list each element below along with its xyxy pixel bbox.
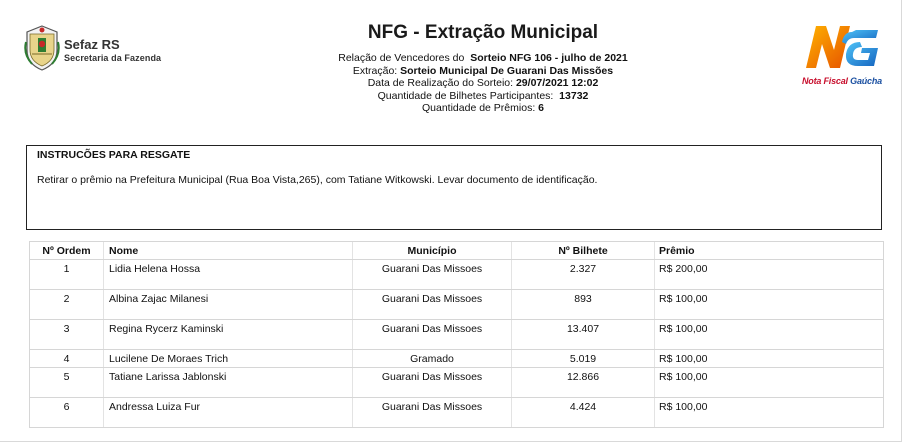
instructions-text: Retirar o prêmio na Prefeitura Municipal (Rua Boa Vista,265), com Tatiane Witkowski. Levar documento de identificação.	[37, 174, 598, 186]
cell-premio: R$ 200,00	[655, 260, 884, 290]
cell-municipio: Guarani Das Missoes	[353, 260, 512, 290]
cell-nome: Regina Rycerz Kaminski	[104, 320, 353, 350]
col-header-ordem: Nº Ordem	[30, 242, 104, 260]
cell-nome: Lidia Helena Hossa	[104, 260, 353, 290]
cell-bilhete: 13.407	[512, 320, 655, 350]
nfg-caption-1: Nota Fiscal	[802, 76, 848, 86]
table-row	[30, 260, 884, 290]
cell-municipio: Guarani Das Missoes	[353, 320, 512, 350]
relacao-line	[0, 52, 903, 65]
cell-ordem: 5	[30, 368, 104, 398]
relacao-value: Sorteio NFG 106 - julho de 2021	[470, 52, 628, 64]
extracao-value: Sorteio Municipal De Guarani Das Missões	[400, 64, 614, 77]
premios-value: 6	[538, 102, 544, 114]
cell-municipio: Gramado	[353, 350, 512, 368]
nfg-logo	[800, 20, 885, 88]
nfg-mark-icon	[800, 20, 884, 74]
bilhetes-line	[0, 90, 903, 103]
bilhetes-value: 13732	[559, 89, 589, 102]
table-row	[30, 320, 884, 350]
col-header-bilhete: Nº Bilhete	[512, 242, 655, 260]
data-value: 29/07/2021 12:02	[515, 77, 599, 89]
cell-premio: R$ 100,00	[655, 320, 884, 350]
cell-bilhete: 5.019	[512, 350, 655, 368]
instructions-title: INSTRUCÕES PARA RESGATE	[37, 149, 191, 161]
cell-nome: Tatiane Larissa Jablonski	[104, 368, 353, 398]
cell-ordem: 4	[30, 350, 104, 368]
col-header-municipio: Município	[353, 242, 512, 260]
cell-municipio: Guarani Das Missoes	[353, 398, 512, 428]
cell-bilhete: 2.327	[512, 260, 655, 290]
org-name: Sefaz RS	[64, 37, 120, 52]
col-header-premio: Prêmio	[655, 242, 884, 260]
data-line	[0, 77, 903, 90]
nfg-caption-2: Gaúcha	[850, 76, 882, 86]
cell-premio: R$ 100,00	[655, 290, 884, 320]
cell-nome: Lucilene De Moraes Trich	[104, 350, 353, 368]
table-row	[30, 368, 884, 398]
cell-bilhete: 893	[512, 290, 655, 320]
table-row	[30, 350, 884, 368]
nfg-caption	[802, 76, 882, 86]
col-header-nome: Nome	[104, 242, 353, 260]
cell-ordem: 1	[30, 260, 104, 290]
cell-municipio: Guarani Das Missoes	[353, 290, 512, 320]
extracao-label: Extração:	[352, 64, 398, 77]
table-header-row	[30, 242, 884, 260]
cell-nome: Albina Zajac Milanesi	[104, 290, 353, 320]
cell-nome: Andressa Luiza Fur	[104, 398, 353, 428]
cell-premio: R$ 100,00	[655, 368, 884, 398]
cell-municipio: Guarani Das Missoes	[353, 368, 512, 398]
cell-ordem: 2	[30, 290, 104, 320]
winners-table	[29, 241, 884, 428]
premios-label: Quantidade de Prêmios:	[422, 102, 536, 114]
bilhetes-label: Quantidade de Bilhetes Participantes:	[377, 89, 554, 102]
draw-info	[0, 52, 903, 115]
cell-bilhete: 4.424	[512, 398, 655, 428]
relacao-label: Relação de Vencedores do	[338, 52, 465, 64]
org-subtitle: Secretaria da Fazenda	[64, 53, 162, 63]
instructions-box	[26, 145, 882, 230]
cell-ordem: 3	[30, 320, 104, 350]
cell-bilhete: 12.866	[512, 368, 655, 398]
cell-premio: R$ 100,00	[655, 350, 884, 368]
table-row	[30, 398, 884, 428]
extracao-line	[0, 65, 903, 78]
page-title: NFG - Extração Municipal	[367, 22, 599, 43]
data-label: Data de Realização do Sorteio:	[367, 77, 514, 89]
table-row	[30, 290, 884, 320]
cell-premio: R$ 100,00	[655, 398, 884, 428]
cell-ordem: 6	[30, 398, 104, 428]
premios-line	[0, 102, 903, 115]
